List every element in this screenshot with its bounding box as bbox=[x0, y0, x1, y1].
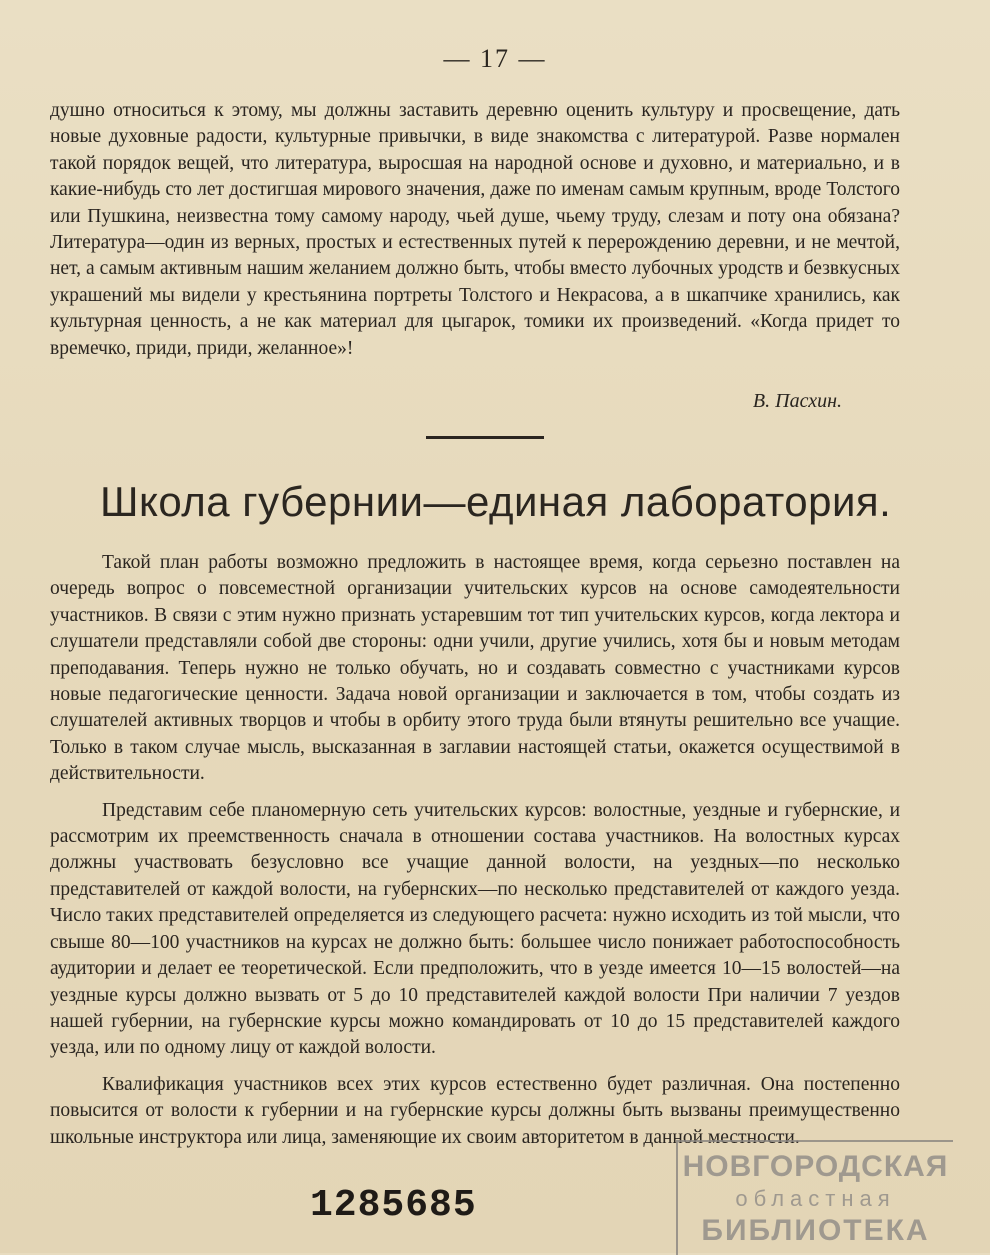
article-title: Школа губернии—единая лаборатория. bbox=[100, 478, 892, 525]
stamp-line-1: НОВГОРОДСКАЯ bbox=[682, 1150, 949, 1183]
stamp-line-3: БИБЛИОТЕКА bbox=[701, 1214, 930, 1247]
intro-paragraph: душно относиться к этому, мы должны заставить деревню оценить культуру и просвещение, дать новые духовные радости, культурные привычки, в виде знакомства с литературой. Разве нормален такой порядок вещей, что литература, выросшая на народной основе и духовно, и материально, и в какие-нибудь сто лет достигшая мирового значения, даже по именам самым крупным, вроде Толстого или Пушкина, неизвестна тому самому народу, чьей душе, чьему труду, слезам и поту она обязана? Литература—один из верных, простых и естественных путей к перерождению деревни, и не мечтой, нет, а самым активным нашим желанием должно быть, чтобы вместо лубочных уродств и безвкусных украшений мы видели у крестьянина портреты Толстого и Некрасова, а в шкапчике хранились, как культурная ценность, а не как материал для цыгарок, томики их произведений. «Когда придет то времечко, приди, приди, желанное»! bbox=[50, 100, 900, 359]
article-paragraph-3: Квалификация участников всех этих курсов естественно будет различная. Она постепенно повысится от волости к губернии и на губернские курсы должны быть вызваны преимущественно школьные инструктора или лица, заменяющие их своим авторитетом в данной местности. bbox=[50, 1073, 900, 1148]
article-paragraph-2: Представим себе планомерную сеть учительских курсов: волостные, уездные и губернские, и рассмотрим их преемственность сначала в отношении состава участников. На волостных курсах должны участвовать безусловно все учащие данной волости, на уездных—по несколько представителей от каждой волости, на губернских—по несколько представителей от каждого уезда. Число таких представителей определяется из следующего расчета: нужно исходить из той мысли, что свыше 80—100 участников на курсах не должно быть: большее число понижает работоспособность аудитории и делает ее теоретической. Если предположить, что в уезде имеется 10—15 волостей—на уездные курсы должно вызвать от 5 до 10 представителей каждой волости При наличии 7 уездов нашей губернии, на губернские курсы можно командировать от 10 до 15 представителей каждого уезда, или по одному лицу от каждой волости. bbox=[50, 799, 900, 1059]
page-number: — 17 — bbox=[443, 44, 547, 73]
catalog-number: 1285685 bbox=[310, 1184, 477, 1227]
library-stamp bbox=[676, 1140, 953, 1255]
article-body bbox=[50, 550, 900, 1161]
section-divider bbox=[426, 436, 544, 439]
stamp-line-2: областная bbox=[735, 1186, 896, 1211]
author-signature: В. Пасхин. bbox=[752, 390, 842, 412]
article-paragraph-1: Такой план работы возможно предложить в настоящее время, когда серьезно поставлен на очередь вопрос о повсеместной организации учительских курсов на основе самодеятельности участников. В связи с этим нужно признать устаревшим тот тип учительских курсов, когда лектора и слушатели представляли собой две стороны: одни учили, другие учились, хотя бы и новым методам преподавания. Теперь нужно не только обучать, но и создавать совместно с участниками курсов новые педагогические ценности. Задача новой организации и заключается в том, чтобы создать из слушателей активных творцов и чтобы в орбиту этого труда были втянуты решительно все учащие. Только в таком случае мысль, высказанная в заглавии настоящей статьи, окажется осуществимой в действительности. bbox=[50, 552, 900, 785]
intro-section bbox=[50, 98, 900, 362]
